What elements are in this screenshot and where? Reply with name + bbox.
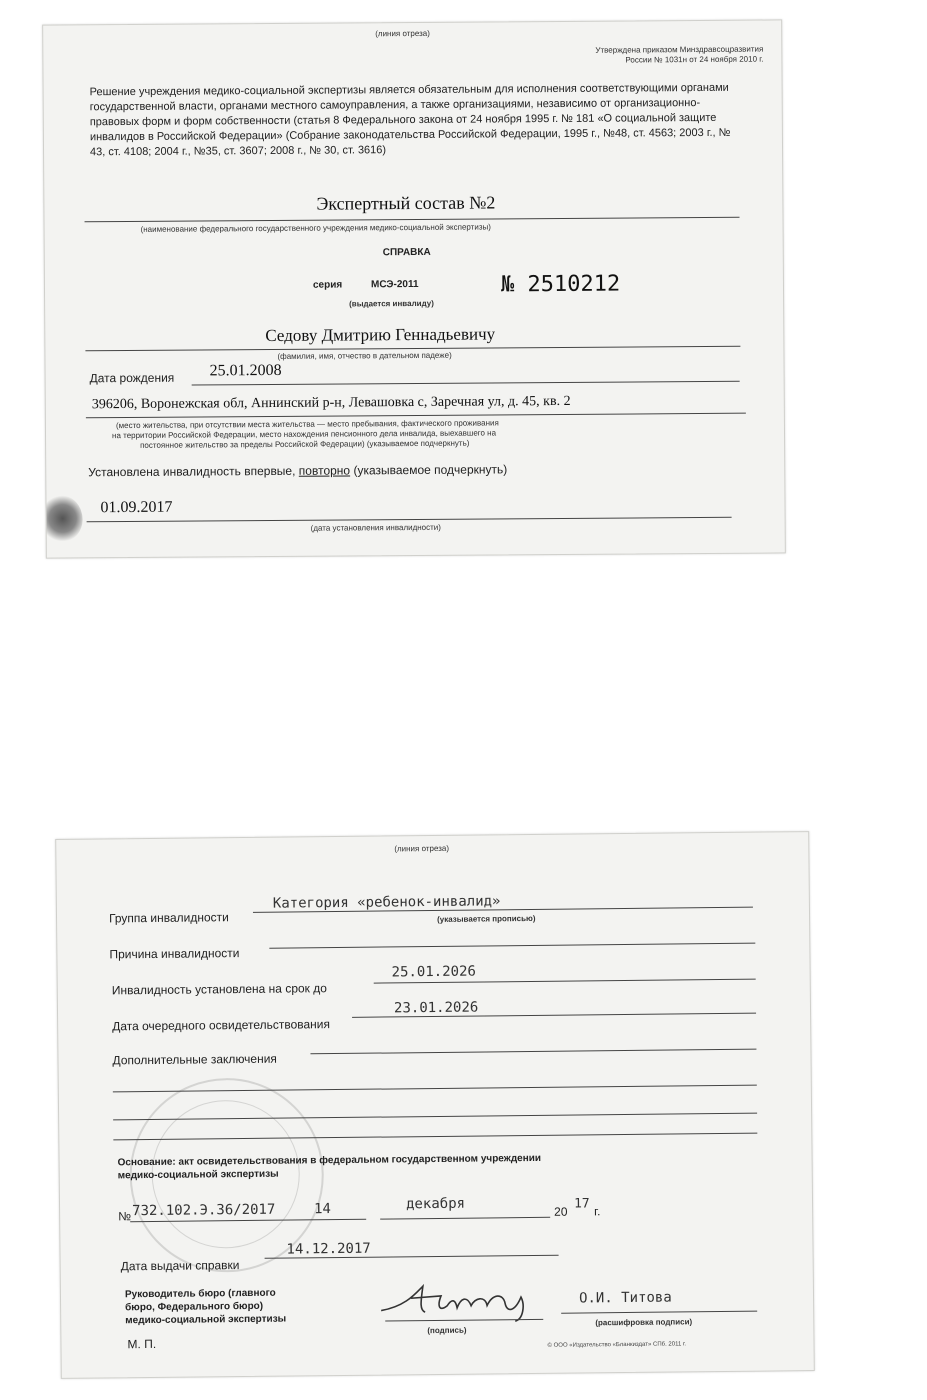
basis-line-1: Основание: акт освидетельствования в федеральном государственном учреждении (117, 1152, 542, 1169)
address-value: 396206, Воронежская обл, Аннинский р-н, Левашовка с, Заречная ул, д. 45, кв. 2 (91, 393, 571, 413)
issued-to-caption: (выдается инвалиду) (349, 298, 434, 309)
institution-name: Экспертный состав №2 (316, 192, 496, 214)
group-label: Группа инвалидности (108, 910, 229, 926)
issue-date-label: Дата выдачи справки (120, 1258, 240, 1274)
address-caption-3: постоянное жительство за пределы Российской Федерации) (указываемое подчеркнуть) (140, 438, 470, 450)
act-number-value: 732.102.Э.36/2017 (132, 1201, 276, 1220)
signer-name: О.И. Титова (578, 1289, 672, 1307)
certificate-top-part (42, 19, 786, 558)
basis-line-2: медико-социальной экспертизы (117, 1168, 279, 1182)
cut-line-label: (линия отреза) (394, 843, 450, 854)
document-title: СПРАВКА (382, 246, 431, 259)
signature-caption: (подпись) (427, 1325, 467, 1336)
next-exam-value: 23.01.2026 (393, 999, 479, 1017)
established-date-value: 01.09.2017 (100, 498, 173, 517)
act-year-prefix: 20 (554, 1204, 568, 1219)
option-first-time: впервые (244, 463, 293, 479)
term-label: Инвалидность установлена на срок до (111, 981, 327, 998)
approval-line-1: Утверждена приказом Минздравсоцразвития (595, 44, 764, 55)
recipient-name-caption: (фамилия, имя, отчество в дательном падеже) (277, 350, 452, 361)
recipient-name: Седову Дмитрию Геннадьевичу (265, 324, 496, 346)
ink-blot (42, 495, 82, 541)
certificate-number: № 2510212 (500, 271, 621, 298)
group-value: Категория «ребенок-инвалид» (272, 893, 501, 912)
issue-date-value: 14.12.2017 (286, 1240, 371, 1258)
cut-line-label: (линия отреза) (375, 28, 430, 39)
option-repeat: повторно (298, 463, 351, 478)
stamp-place-label: М. П. (127, 1336, 157, 1352)
next-exam-label: Дата очередного освидетельствования (112, 1017, 331, 1034)
institution-caption: (наименование федерального государственного учреждения медико-социальной экспертизы) (140, 222, 491, 234)
signer-caption: (расшифровка подписи) (595, 1317, 693, 1328)
disability-established-line: Установлена инвалидность впервые, повторно (указываемое подчеркнуть) (88, 462, 508, 480)
group-caption: (указывается прописью) (437, 913, 536, 924)
act-number-label: № (118, 1209, 132, 1224)
approval-line-2: России № 1031н от 24 ноября 2010 г. (625, 54, 764, 65)
cause-label: Причина инвалидности (109, 946, 240, 962)
act-day: 14 (314, 1201, 332, 1218)
birth-date-value: 25.01.2008 (209, 361, 282, 380)
head-title-3: медико-социальной экспертизы (125, 1313, 287, 1327)
legal-intro: Решение учреждения медико-социальной экспертизы является обязательным для исполнения соответствующими органами государственной власти, органами местного самоуправления, а также организациями, независимо от организационно-правовых форм и форм собственности (статья 8 Федерального закона от 24 ноября 1995 г. № 181 «О социальной защите инвалидов в Российской Федерации» (Собрание законодательства Российской Федерации, 1995 г., №48, ст. 4563; 2003 г., № 43, ст. 4108; 2004 г., №35, ст. 3607; 2008 г., № 30, ст. 3616) (89, 81, 731, 159)
established-date-caption: (дата установления инвалидности) (310, 522, 441, 533)
head-title-1: Руководитель бюро (главного (124, 1287, 276, 1301)
head-title-2: бюро, Федерального бюро) (125, 1300, 264, 1314)
address-caption-1: (место жительства, при отсутствии места жительства — место пребывания, фактического проживания (115, 418, 499, 431)
act-month: декабря (405, 1195, 466, 1213)
series-value: МСЭ-2011 (370, 278, 419, 291)
address-caption-2: на территории Российской Федерации, место нахождения пенсионного дела инвалида, выехавшего на (111, 428, 497, 441)
act-year-unit: г. (594, 1204, 601, 1219)
birth-date-label: Дата рождения (89, 370, 175, 386)
act-year-suffix: 17 (573, 1196, 590, 1212)
series-label: серия (312, 279, 343, 291)
term-value: 25.01.2026 (391, 963, 476, 981)
printer-imprint: © ООО «Издательство «Бланкиздат» СПб. 2011 г. (547, 1341, 687, 1349)
certificate-bottom-part (55, 831, 815, 1379)
extra-conclusions-label: Дополнительные заключения (112, 1051, 277, 1068)
